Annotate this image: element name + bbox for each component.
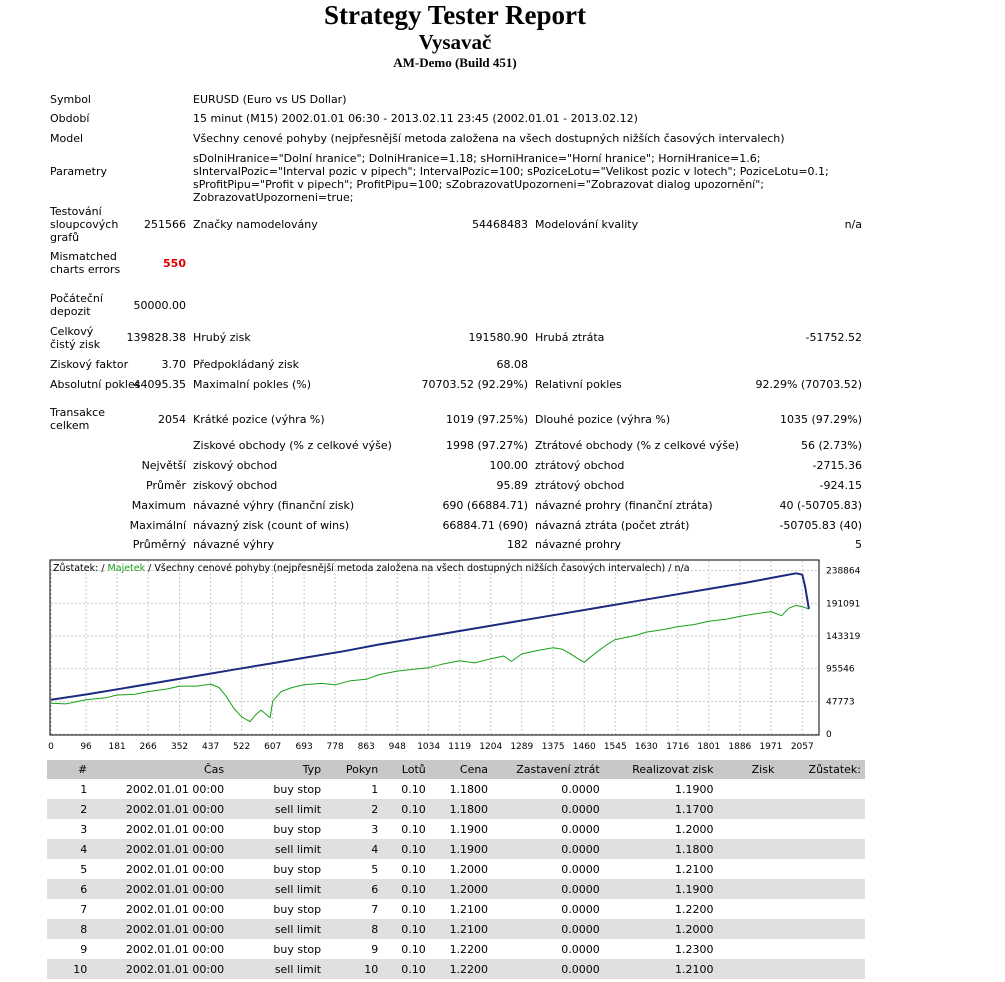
table-cell xyxy=(778,939,865,959)
table-cell: 6 xyxy=(325,879,382,899)
table-cell: 1.2100 xyxy=(674,862,714,876)
table-cell: 1.1800 xyxy=(430,799,492,819)
table-cell xyxy=(717,899,778,919)
x-tick-label-14: 1204 xyxy=(479,742,503,752)
table-cell: 5 xyxy=(371,862,379,876)
x-tick-label-3: 266 xyxy=(139,742,157,752)
model-value: Všechny cenové pohyby (nejpřesnější metoda založena na všech dostupných nižších časových intervalech) xyxy=(193,132,785,145)
table-cell: 10 xyxy=(47,959,91,979)
table-cell: 1.2000 xyxy=(449,862,489,876)
table-cell: 1.2100 xyxy=(430,919,492,939)
table-cell: 1.2100 xyxy=(604,959,718,979)
legend-sep: / xyxy=(98,563,108,574)
table-cell xyxy=(778,859,865,879)
table-row xyxy=(47,899,865,919)
x-tick-label-19: 1630 xyxy=(634,742,658,752)
column-header-2: Typ xyxy=(228,760,325,779)
largest-loss-value: -2715.36 xyxy=(812,459,862,472)
column-header-0: # xyxy=(47,760,91,779)
x-tick-label-8: 693 xyxy=(295,742,313,752)
maximal-loss-label: návazná ztráta (počet ztrát) xyxy=(535,519,690,532)
table-cell: sell limit xyxy=(228,919,325,939)
total-trades-value: 2054 xyxy=(158,413,186,426)
table-cell: 0.0000 xyxy=(492,959,604,979)
column-header-7: Realizovat zisk xyxy=(604,760,718,779)
average-loss-value: -924.15 xyxy=(819,479,862,492)
table-cell: 0.10 xyxy=(382,839,429,859)
deposit-value: 50000.00 xyxy=(133,299,186,312)
table-cell: 7 xyxy=(80,902,88,916)
maximal-label: Maximální xyxy=(129,519,186,532)
x-tick-label-20: 1716 xyxy=(666,742,690,752)
x-tick-label-11: 948 xyxy=(388,742,406,752)
maximal-profit-label: návazný zisk (count of wins) xyxy=(193,519,350,532)
table-row xyxy=(47,919,865,939)
table-cell: 1.2200 xyxy=(430,959,492,979)
table-cell: 0.10 xyxy=(401,822,426,836)
x-tick-label-23: 1971 xyxy=(759,742,783,752)
table-cell: 0.0000 xyxy=(561,862,600,876)
table-cell: buy stop xyxy=(273,862,322,876)
max-cons-losses-value: 40 (-50705.83) xyxy=(779,499,862,512)
y-tick-label-2: 95546 xyxy=(826,664,855,675)
x-tick-label-0: 0 xyxy=(48,742,54,752)
model-label: Model xyxy=(50,132,84,145)
table-cell: buy stop xyxy=(273,902,322,916)
table-cell: 0.0000 xyxy=(492,839,604,859)
rel-drawdown-label: Relativní pokles xyxy=(535,378,622,391)
table-cell: 2002.01.01 00:00 xyxy=(125,862,225,876)
abs-drawdown-value: 44095.35 xyxy=(133,378,186,391)
table-cell: 9 xyxy=(371,942,379,956)
strategy-name: Vysavač xyxy=(418,30,492,54)
mismatch-label: Mismatched charts errors xyxy=(50,250,121,276)
table-cell: 1.1800 xyxy=(604,839,718,859)
loss-trades-label: Ztrátové obchody (% z celkové výše) xyxy=(535,439,740,452)
table-cell xyxy=(778,919,865,939)
column-header-4: Lotů xyxy=(382,760,429,779)
max-cons-losses-label: návazné prohry (finanční ztráta) xyxy=(535,499,713,512)
average-loss-label: ztrátový obchod xyxy=(535,479,625,492)
largest-label: Největší xyxy=(141,459,186,472)
largest-loss-label: ztrátový obchod xyxy=(535,459,625,472)
profit-trades-label: Ziskové obchody (% z celkové výše) xyxy=(193,439,392,452)
table-cell: 0.10 xyxy=(401,942,426,956)
table-cell: sell limit xyxy=(228,839,325,859)
table-cell: 4 xyxy=(47,839,91,859)
table-row xyxy=(47,779,865,799)
table-cell: 10 xyxy=(325,959,382,979)
avg-cons-wins-value: 182 xyxy=(507,538,528,551)
column-header-3: Pokyn xyxy=(325,760,382,779)
table-cell xyxy=(717,859,778,879)
table-cell xyxy=(717,879,778,899)
table-cell xyxy=(717,819,778,839)
table-cell: 2002.01.01 00:00 xyxy=(91,919,228,939)
avg-cons-losses-label: návazné prohry xyxy=(535,538,621,551)
table-cell: 9 xyxy=(80,942,88,956)
table-cell: 0.10 xyxy=(382,959,429,979)
table-cell: buy stop xyxy=(273,782,322,796)
legend-equity: Majetek xyxy=(107,563,146,574)
total-trades-label: Transakce celkem xyxy=(50,406,105,432)
build-info: AM-Demo (Build 451) xyxy=(393,55,517,70)
table-header-row xyxy=(47,760,865,779)
table-cell: buy stop xyxy=(273,822,322,836)
x-tick-label-7: 607 xyxy=(264,742,282,752)
chart-legend xyxy=(53,563,690,574)
column-header-8: Zisk xyxy=(717,760,778,779)
column-header-5: Cena xyxy=(430,760,492,779)
table-cell: 0.10 xyxy=(382,879,429,899)
profit-factor-value: 3.70 xyxy=(161,358,186,371)
y-tick-label-4: 191091 xyxy=(826,599,861,610)
average-profit-value: 95.89 xyxy=(496,479,528,492)
max-drawdown-label: Maximalní pokles (%) xyxy=(193,378,312,391)
ticks-value: 54468483 xyxy=(472,218,528,231)
profit-factor-label: Ziskový faktor xyxy=(50,358,129,371)
y-tick-label-1: 47773 xyxy=(826,697,855,708)
gross-profit-label: Hrubý zisk xyxy=(193,331,251,344)
x-tick-label-22: 1886 xyxy=(728,742,752,752)
table-cell: 0.10 xyxy=(382,919,429,939)
column-header-1: Čas xyxy=(91,760,228,779)
long-positions-label: Dlouhé pozice (výhra %) xyxy=(535,413,671,426)
abs-drawdown-label: Absolutní pokles xyxy=(50,378,141,391)
table-cell: 8 xyxy=(325,919,382,939)
y-tick-label-0: 0 xyxy=(826,730,832,740)
period-value: 15 minut (M15) 2002.01.01 06:30 - 2013.02.11 23:45 (2002.01.01 - 2013.02.12) xyxy=(193,112,638,125)
avg-cons-label: Průměrný xyxy=(132,538,186,551)
y-tick-label-3: 143319 xyxy=(826,631,861,642)
ticks-label: Značky namodelovány xyxy=(193,218,318,231)
rel-drawdown-value: 92.29% (70703.52) xyxy=(755,378,862,391)
table-cell: 2 xyxy=(325,799,382,819)
table-cell xyxy=(717,919,778,939)
table-cell: 1.2100 xyxy=(449,902,489,916)
mismatch-value: 550 xyxy=(163,257,186,270)
profit-trades-value: 1998 (97.27%) xyxy=(445,439,528,452)
table-cell xyxy=(717,799,778,819)
table-cell: 8 xyxy=(47,919,91,939)
maximum-label: Maximum xyxy=(131,499,186,512)
table-row xyxy=(47,839,865,859)
table-cell: 1.2200 xyxy=(674,902,714,916)
legend-rest: / Všechny cenové pohyby (nejpřesnější metoda založena na všech dostupných nižších časových intervalech) / n/a xyxy=(145,563,690,574)
table-cell: 1.1700 xyxy=(604,799,718,819)
table-cell: 0.0000 xyxy=(561,942,600,956)
table-cell: 2002.01.01 00:00 xyxy=(125,822,225,836)
table-cell: 3 xyxy=(371,822,379,836)
symbol-value: EURUSD (Euro vs US Dollar) xyxy=(193,93,347,106)
table-cell: 0.0000 xyxy=(492,919,604,939)
x-tick-label-10: 863 xyxy=(357,742,375,752)
table-cell: 1.1900 xyxy=(430,839,492,859)
table-cell: 1.2000 xyxy=(430,879,492,899)
table-cell xyxy=(778,819,865,839)
x-tick-label-18: 1545 xyxy=(603,742,627,752)
x-tick-label-1: 96 xyxy=(80,742,92,752)
x-tick-label-13: 1119 xyxy=(448,742,472,752)
table-cell: 5 xyxy=(80,862,88,876)
table-cell: 2002.01.01 00:00 xyxy=(125,942,225,956)
bars-label: Testování sloupcových grafů xyxy=(50,205,119,244)
table-cell: 1 xyxy=(80,782,88,796)
table-row xyxy=(47,939,865,959)
table-cell: 2002.01.01 00:00 xyxy=(125,782,225,796)
table-cell: 0.0000 xyxy=(561,822,600,836)
orders-table xyxy=(47,760,865,979)
loss-trades-value: 56 (2.73%) xyxy=(800,439,862,452)
table-cell: 1 xyxy=(371,782,379,796)
table-cell: 6 xyxy=(47,879,91,899)
gross-loss-label: Hrubá ztráta xyxy=(535,331,605,344)
max-cons-wins-value: 690 (66884.71) xyxy=(442,499,528,512)
table-cell: 1.1800 xyxy=(449,782,489,796)
x-tick-label-5: 437 xyxy=(202,742,220,752)
gross-profit-value: 191580.90 xyxy=(468,331,528,344)
x-tick-label-4: 352 xyxy=(170,742,189,752)
table-cell: 7 xyxy=(371,902,379,916)
table-cell: 0.0000 xyxy=(561,902,600,916)
table-cell: 2 xyxy=(47,799,91,819)
table-cell: 2002.01.01 00:00 xyxy=(91,839,228,859)
table-cell xyxy=(717,839,778,859)
avg-cons-losses-value: 5 xyxy=(855,538,862,551)
table-cell: 3 xyxy=(80,822,88,836)
x-tick-label-9: 778 xyxy=(326,742,344,752)
short-positions-value: 1019 (97.25%) xyxy=(445,413,528,426)
table-cell xyxy=(778,879,865,899)
table-row xyxy=(47,799,865,819)
table-cell xyxy=(778,839,865,859)
table-cell xyxy=(778,959,865,979)
largest-profit-value: 100.00 xyxy=(489,459,528,472)
balance-chart xyxy=(48,559,914,755)
params-value: sDolniHranice="Dolní hranice"; DolniHranice=1.18; sHorniHranice="Horní hranice"; HorniHranice=1.6; sIntervalPozic="Interval pozic v pipech"; IntervalPozic=100; sPoziceLotu="Velikost pozic v lotech"; PoziceLotu=0.1; sProfitPipu="Profit v pipech"; ProfitPipu=100; sZobrazovatUpozorneni="Zobrazovat dialog upozornění"; ZobrazovatUpozorneni=true; xyxy=(193,152,829,204)
table-cell: sell limit xyxy=(228,879,325,899)
table-cell: 1.2300 xyxy=(674,942,714,956)
quality-label: Modelování kvality xyxy=(535,218,639,231)
average-profit-label: ziskový obchod xyxy=(193,479,278,492)
table-row xyxy=(47,959,865,979)
table-cell: 1.1900 xyxy=(604,879,718,899)
x-tick-label-17: 1460 xyxy=(572,742,596,752)
table-cell: 2002.01.01 00:00 xyxy=(91,959,228,979)
gross-loss-value: -51752.52 xyxy=(805,331,862,344)
y-tick-label-5: 238864 xyxy=(826,566,861,577)
table-cell: 2002.01.01 00:00 xyxy=(91,879,228,899)
table-cell: 0.10 xyxy=(401,902,426,916)
x-tick-label-15: 1289 xyxy=(510,742,534,752)
table-cell: 1.2200 xyxy=(449,942,489,956)
table-row xyxy=(47,879,865,899)
table-cell: 1.1900 xyxy=(674,782,714,796)
x-tick-label-24: 2057 xyxy=(790,742,814,752)
x-tick-label-6: 522 xyxy=(233,742,251,752)
x-tick-label-16: 1375 xyxy=(541,742,565,752)
table-row xyxy=(47,819,865,839)
symbol-label: Symbol xyxy=(50,93,91,106)
table-cell xyxy=(778,799,865,819)
largest-profit-label: ziskový obchod xyxy=(193,459,278,472)
x-tick-label-21: 1801 xyxy=(697,742,721,752)
net-profit-value: 139828.38 xyxy=(126,331,186,344)
period-label: Období xyxy=(50,112,90,125)
deposit-label: Počáteční depozit xyxy=(50,292,103,318)
average-label: Průměr xyxy=(146,479,186,492)
maximal-loss-value: -50705.83 (40) xyxy=(779,519,862,532)
table-cell xyxy=(717,959,778,979)
table-cell: 0.0000 xyxy=(561,782,600,796)
column-header-9: Zůstatek: xyxy=(778,760,865,779)
table-cell: 0.10 xyxy=(382,799,429,819)
table-cell: 0.0000 xyxy=(492,799,604,819)
long-positions-value: 1035 (97.29%) xyxy=(779,413,862,426)
table-cell xyxy=(717,779,778,799)
table-cell: 1.1900 xyxy=(449,822,489,836)
y-axis-ticks xyxy=(826,567,861,740)
x-tick-label-12: 1034 xyxy=(417,742,441,752)
quality-value: n/a xyxy=(844,218,862,231)
table-cell: 0.10 xyxy=(401,782,426,796)
table-cell: 2002.01.01 00:00 xyxy=(91,799,228,819)
bars-value: 251566 xyxy=(144,218,186,231)
table-body xyxy=(47,779,865,979)
column-header-6: Zastavení ztrát xyxy=(492,760,604,779)
table-cell: 1.2000 xyxy=(674,822,714,836)
table-cell: sell limit xyxy=(228,959,325,979)
short-positions-label: Krátké pozice (výhra %) xyxy=(193,413,325,426)
table-cell xyxy=(717,939,778,959)
expected-payoff-value: 68.08 xyxy=(496,358,528,371)
table-cell: 2002.01.01 00:00 xyxy=(125,902,225,916)
table-cell xyxy=(778,779,865,799)
table-row xyxy=(47,859,865,879)
table-cell xyxy=(778,899,865,919)
params-label: Parametry xyxy=(50,165,107,178)
x-axis-ticks xyxy=(48,742,814,752)
legend-balance: Zůstatek: xyxy=(53,563,99,574)
table-cell: 1.2000 xyxy=(604,919,718,939)
max-cons-wins-label: návazné výhry (finanční zisk) xyxy=(193,499,355,512)
net-profit-label: Celkový čistý zisk xyxy=(50,325,101,351)
x-tick-label-2: 181 xyxy=(108,742,126,752)
expected-payoff-label: Předpokládaný zisk xyxy=(193,358,299,371)
table-cell: 0.10 xyxy=(401,862,426,876)
max-drawdown-value: 70703.52 (92.29%) xyxy=(421,378,528,391)
table-cell: 4 xyxy=(325,839,382,859)
report-title: Strategy Tester Report xyxy=(324,0,586,30)
maximal-profit-value: 66884.71 (690) xyxy=(442,519,528,532)
table-cell: sell limit xyxy=(228,799,325,819)
table-cell: 0.0000 xyxy=(492,879,604,899)
table-cell: buy stop xyxy=(273,942,322,956)
avg-cons-wins-label: návazné výhry xyxy=(193,538,274,551)
